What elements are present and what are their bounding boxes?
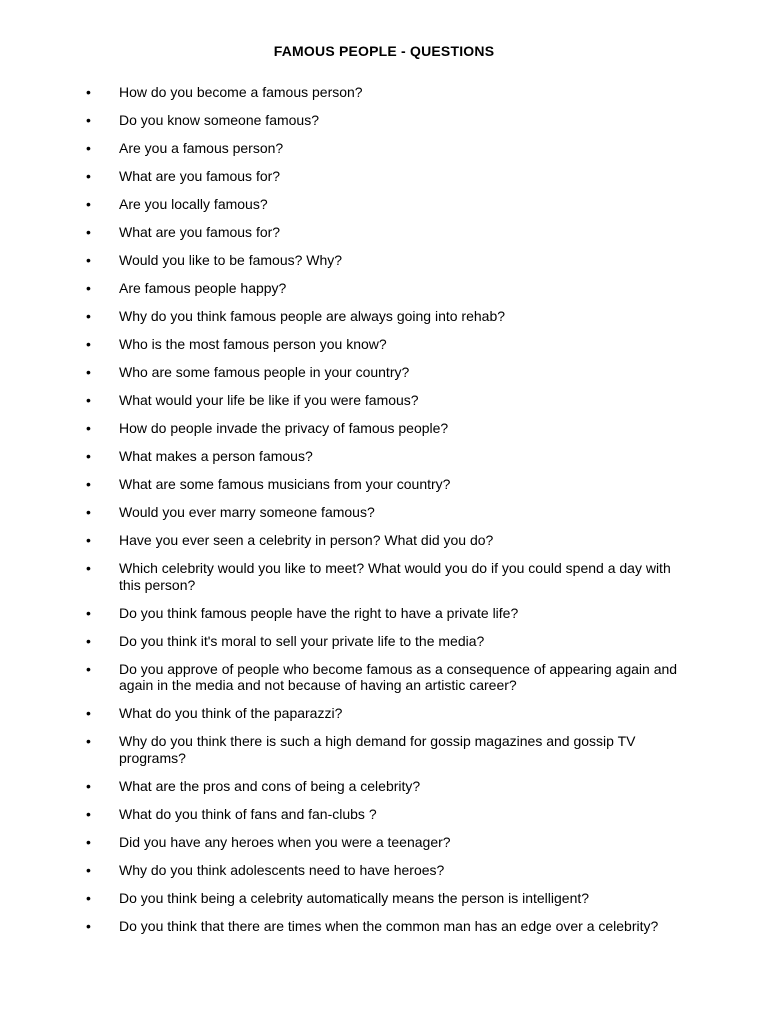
bullet-icon: • bbox=[86, 705, 91, 721]
question-text: How do people invade the privacy of famous people? bbox=[119, 420, 449, 436]
list-item bbox=[0, 705, 768, 722]
list-item bbox=[0, 168, 768, 185]
bullet-icon: • bbox=[86, 604, 91, 621]
list-item bbox=[0, 448, 768, 465]
list-item bbox=[0, 280, 768, 297]
list-item bbox=[0, 476, 768, 493]
list-item bbox=[0, 918, 768, 935]
bullet-icon: • bbox=[86, 392, 91, 408]
list-item bbox=[0, 196, 768, 213]
question-text: What are some famous musicians from your country? bbox=[119, 476, 451, 492]
list-item bbox=[0, 890, 768, 907]
list-item bbox=[0, 336, 768, 353]
list-item bbox=[0, 862, 768, 879]
list-item bbox=[0, 633, 768, 650]
list-item bbox=[0, 504, 768, 521]
list-item bbox=[0, 733, 768, 766]
question-text: Do you think it's moral to sell your private life to the media? bbox=[119, 632, 485, 649]
question-text: What do you think of the paparazzi? bbox=[119, 705, 343, 721]
bullet-icon: • bbox=[86, 252, 91, 268]
question-text: Do you think that there are times when the common man has an edge over a celebrity? bbox=[119, 917, 659, 934]
bullet-icon: • bbox=[86, 308, 91, 324]
bullet-icon: • bbox=[86, 112, 91, 128]
list-item bbox=[0, 605, 768, 622]
list-item bbox=[0, 308, 768, 325]
bullet-icon: • bbox=[86, 733, 91, 749]
bullet-icon: • bbox=[86, 532, 91, 548]
list-item bbox=[0, 84, 768, 101]
bullet-icon: • bbox=[86, 280, 91, 296]
list-item bbox=[0, 140, 768, 157]
list-item bbox=[0, 420, 768, 437]
question-text: How do you become a famous person? bbox=[119, 84, 363, 100]
bullet-icon: • bbox=[86, 917, 91, 934]
question-text: Who are some famous people in your country? bbox=[119, 364, 410, 380]
list-item bbox=[0, 661, 768, 694]
bullet-icon: • bbox=[86, 196, 91, 212]
list-item bbox=[0, 112, 768, 129]
question-text: Why do you think famous people are always going into rehab? bbox=[119, 308, 506, 324]
question-text: What are you famous for? bbox=[119, 168, 281, 184]
question-text: Do you know someone famous? bbox=[119, 112, 319, 128]
question-text: Have you ever seen a celebrity in person? What did you do? bbox=[119, 532, 494, 548]
question-text: Would you ever marry someone famous? bbox=[119, 504, 375, 520]
list-item bbox=[0, 364, 768, 381]
list-item bbox=[0, 778, 768, 795]
bullet-icon: • bbox=[86, 504, 91, 520]
list-item bbox=[0, 224, 768, 241]
bullet-icon: • bbox=[86, 364, 91, 380]
question-text: Which celebrity would you like to meet? What would you do if you could spend a day with this person? bbox=[119, 560, 671, 593]
question-text: Do you approve of people who become famous as a consequence of appearing again and again in the media and not because of having an artistic career? bbox=[119, 660, 678, 693]
question-text: Do you think being a celebrity automatically means the person is intelligent? bbox=[119, 889, 590, 906]
page-title: FAMOUS PEOPLE - QUESTIONS bbox=[273, 43, 495, 59]
question-text: What makes a person famous? bbox=[119, 448, 313, 464]
question-text: Who is the most famous person you know? bbox=[119, 336, 387, 352]
bullet-icon: • bbox=[86, 861, 91, 878]
bullet-icon: • bbox=[86, 140, 91, 156]
bullet-icon: • bbox=[86, 833, 91, 850]
question-text: Are you a famous person? bbox=[119, 140, 284, 156]
list-item bbox=[0, 252, 768, 269]
list-item bbox=[0, 532, 768, 549]
question-text: Are you locally famous? bbox=[119, 196, 268, 212]
question-text: Did you have any heroes when you were a teenager? bbox=[119, 833, 451, 850]
bullet-icon: • bbox=[86, 476, 91, 492]
question-text: What would your life be like if you were famous? bbox=[119, 392, 419, 408]
list-item bbox=[0, 834, 768, 851]
bullet-icon: • bbox=[86, 420, 91, 436]
question-text: Are famous people happy? bbox=[119, 280, 287, 296]
question-text: Why do you think there is such a high demand for gossip magazines and gossip TV programs? bbox=[119, 733, 636, 766]
list-item bbox=[0, 392, 768, 409]
bullet-icon: • bbox=[86, 632, 91, 649]
bullet-icon: • bbox=[86, 448, 91, 464]
question-text: Why do you think adolescents need to have heroes? bbox=[119, 861, 445, 878]
list-item bbox=[0, 560, 768, 593]
question-list bbox=[0, 84, 768, 946]
bullet-icon: • bbox=[86, 777, 91, 794]
bullet-icon: • bbox=[86, 168, 91, 184]
bullet-icon: • bbox=[86, 660, 91, 677]
question-text: What do you think of fans and fan-clubs ? bbox=[119, 805, 377, 822]
question-text: Do you think famous people have the right to have a private life? bbox=[119, 604, 519, 621]
list-item bbox=[0, 806, 768, 823]
question-text: Would you like to be famous? Why? bbox=[119, 252, 343, 268]
bullet-icon: • bbox=[86, 560, 91, 576]
bullet-icon: • bbox=[86, 889, 91, 906]
bullet-icon: • bbox=[86, 224, 91, 240]
bullet-icon: • bbox=[86, 336, 91, 352]
question-text: What are you famous for? bbox=[119, 224, 281, 240]
question-text: What are the pros and cons of being a celebrity? bbox=[119, 777, 421, 794]
bullet-icon: • bbox=[86, 805, 91, 822]
bullet-icon: • bbox=[86, 84, 91, 100]
